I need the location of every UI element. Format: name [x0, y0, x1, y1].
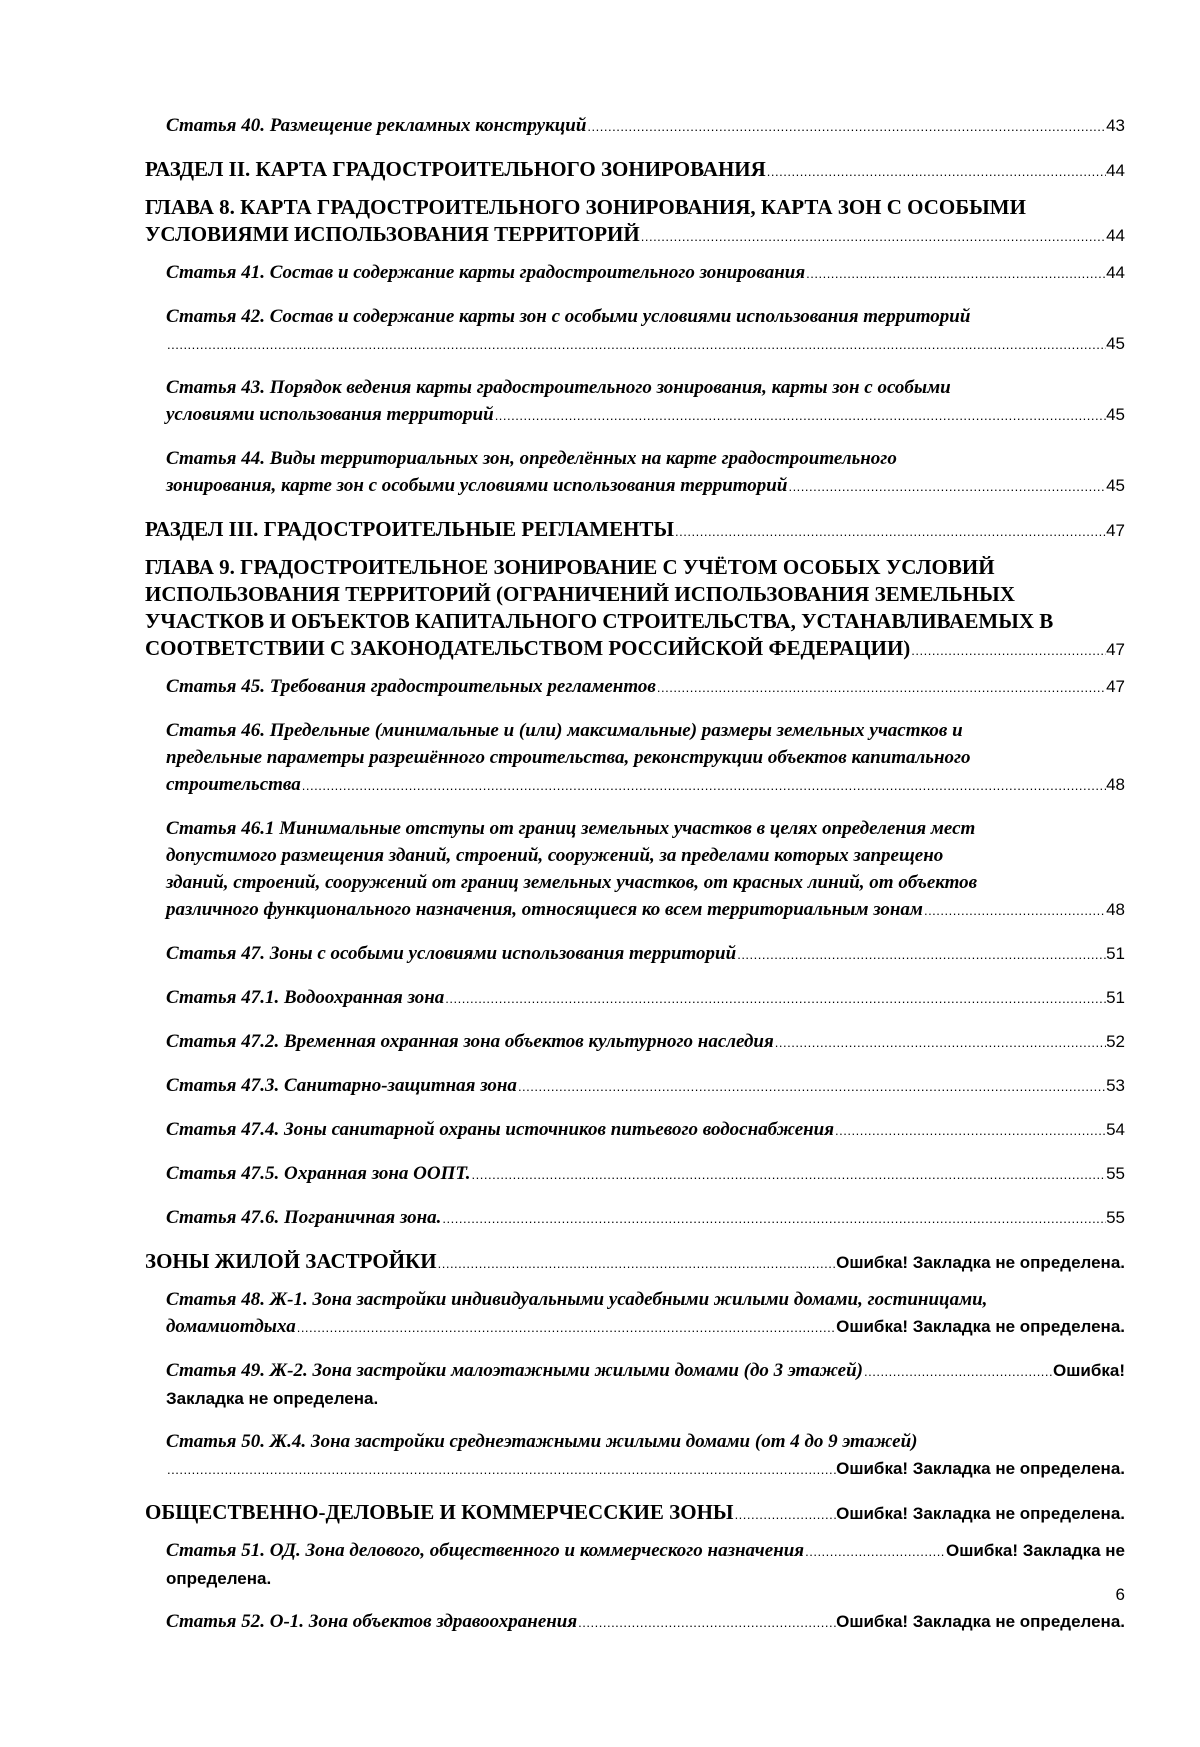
toc-entry-text: Статья 47.3. Санитарно-защитная зона — [166, 1075, 517, 1096]
toc-page-number[interactable]: 43 — [1106, 116, 1125, 135]
dot-leader — [674, 518, 1106, 545]
toc-entry-text: Статья 47.4. Зоны санитарной охраны источников питьевого водоснабжения — [166, 1119, 835, 1140]
toc-entry-line — [166, 896, 1125, 924]
toc-article-entry[interactable] — [145, 1116, 1125, 1144]
toc-entry-line — [166, 1357, 1125, 1385]
toc-entry-text: УЧАСТКОВ И ОБЪЕКТОВ КАПИТАЛЬНОГО СТРОИТЕЛЬСТВА, УСТАНАВЛИВАЕМЫХ В — [145, 609, 1054, 633]
dot-leader — [734, 1501, 837, 1528]
dot-leader — [471, 1161, 1107, 1188]
toc-entry-line — [145, 516, 1125, 545]
dot-leader — [804, 1538, 946, 1565]
toc-entry-line — [166, 673, 1125, 701]
toc-entry-line — [145, 1499, 1125, 1528]
toc-entry-text: УСЛОВИЯМИ ИСПОЛЬЗОВАНИЯ ТЕРРИТОРИЙ — [145, 222, 640, 246]
toc-entry-line — [166, 259, 1125, 287]
dot-leader — [166, 1456, 836, 1483]
toc-section-entry[interactable] — [145, 194, 1125, 250]
toc-entry-line — [166, 984, 1125, 1012]
toc-entry-line — [166, 1028, 1125, 1056]
toc-entry-text: Статья 47.2. Временная охранная зона объектов культурного наследия — [166, 1031, 774, 1052]
bookmark-error-text[interactable]: Ошибка! Закладка не определена. — [836, 1612, 1125, 1631]
toc-article-entry[interactable] — [145, 1204, 1125, 1232]
toc-entry-text: домамиотдыха — [166, 1316, 296, 1337]
table-of-contents — [145, 112, 1125, 1652]
toc-entry-line — [145, 635, 1125, 664]
toc-entry-line — [166, 1455, 1125, 1483]
dot-leader — [166, 331, 1106, 358]
dot-leader — [834, 1117, 1106, 1144]
toc-entry-text: Статья 47.1. Водоохранная зона — [166, 987, 445, 1008]
dot-leader — [444, 985, 1106, 1012]
toc-entry-text: Статья 45. Требования градостроительных регламентов — [166, 676, 656, 697]
toc-entry-text: Статья 41. Состав и содержание карты градостроительного зонирования — [166, 262, 806, 283]
toc-page-number[interactable]: 44 — [1106, 263, 1125, 282]
toc-page-number[interactable]: 47 — [1106, 521, 1125, 540]
toc-section-entry[interactable] — [145, 554, 1125, 664]
toc-entry-text: ГЛАВА 9. ГРАДОСТРОИТЕЛЬНОЕ ЗОНИРОВАНИЕ С УЧЁТОМ ОСОБЫХ УСЛОВИЙ — [145, 555, 995, 579]
toc-entry-line — [166, 330, 1125, 358]
toc-entry-text: Статья 47.6. Пограничная зона. — [166, 1207, 442, 1228]
toc-page-number[interactable]: 52 — [1106, 1032, 1125, 1051]
toc-entry-line — [166, 472, 1125, 500]
toc-entry-text: предельные параметры разрешённого строительства, реконструкции объектов капитального — [166, 747, 971, 768]
dot-leader — [437, 1250, 836, 1277]
toc-section-entry[interactable] — [145, 1248, 1125, 1277]
toc-article-entry[interactable] — [145, 984, 1125, 1012]
bookmark-error-text: Закладка не определена. — [166, 1389, 379, 1408]
toc-page-number[interactable]: 47 — [1106, 640, 1125, 659]
toc-entry-line — [145, 221, 1125, 250]
page-number: 6 — [1115, 1585, 1125, 1604]
dot-leader — [301, 772, 1106, 799]
dot-leader — [774, 1029, 1106, 1056]
toc-page-number[interactable]: 53 — [1106, 1076, 1125, 1095]
toc-entry-text: СООТВЕТСТВИИ С ЗАКОНОДАТЕЛЬСТВОМ РОССИЙСКОЙ ФЕДЕРАЦИИ) — [145, 636, 911, 660]
toc-entry-text: Статья 42. Состав и содержание карты зон с особыми условиями использования территорий — [166, 306, 971, 327]
bookmark-error-text[interactable]: Ошибка! — [1053, 1361, 1125, 1380]
toc-page-number[interactable]: 55 — [1106, 1164, 1125, 1183]
toc-entry-line — [166, 940, 1125, 968]
toc-article-entry[interactable] — [145, 1608, 1125, 1636]
toc-article-entry[interactable] — [145, 1537, 1125, 1592]
toc-page-number[interactable]: 45 — [1106, 334, 1125, 353]
toc-entry-text: ЗОНЫ ЖИЛОЙ ЗАСТРОЙКИ — [145, 1249, 437, 1273]
bookmark-error-text[interactable]: Ошибка! Закладка не — [946, 1541, 1125, 1560]
dot-leader — [910, 637, 1106, 664]
dot-leader — [441, 1205, 1106, 1232]
dot-leader — [586, 113, 1106, 140]
toc-entry-line — [166, 401, 1125, 429]
dot-leader — [296, 1314, 836, 1341]
toc-entry-text: ГЛАВА 8. КАРТА ГРАДОСТРОИТЕЛЬНОГО ЗОНИРОВАНИЯ, КАРТА ЗОН С ОСОБЫМИ — [145, 195, 1026, 219]
toc-entry-line — [166, 1313, 1125, 1341]
toc-entry-text: зданий, строений, сооружений от границ земельных участков, от красных линий, от объектов — [166, 872, 978, 893]
toc-entry-line — [166, 112, 1125, 140]
toc-article-entry[interactable] — [145, 1028, 1125, 1056]
toc-entry-line — [166, 1204, 1125, 1232]
toc-entry-text: Статья 46.1 Минимальные отступы от границ земельных участков в целях определения мест — [166, 818, 976, 839]
toc-entry-text: условиями использования территорий — [166, 404, 494, 425]
bookmark-error-text[interactable]: Ошибка! Закладка не определена. — [836, 1504, 1125, 1523]
toc-entry-line — [166, 1160, 1125, 1188]
toc-entry-text: Статья 46. Предельные (минимальные и (или) максимальные) размеры земельных участков и — [166, 720, 963, 741]
toc-article-entry[interactable] — [145, 1357, 1125, 1412]
toc-article-entry[interactable] — [145, 815, 1125, 924]
toc-article-entry[interactable] — [145, 1072, 1125, 1100]
toc-section-entry[interactable] — [145, 516, 1125, 545]
toc-entry-text: Статья 51. ОД. Зона делового, общественного и коммерческого назначения — [166, 1540, 805, 1561]
toc-entry-text: ОБЩЕСТВЕННО-ДЕЛОВЫЕ И КОММЕРЧЕССКИЕ ЗОНЫ — [145, 1500, 734, 1524]
toc-page-number[interactable]: 45 — [1106, 476, 1125, 495]
toc-entry-text: Статья 47. Зоны с особыми условиями использования территорий — [166, 943, 737, 964]
toc-entry-text: Статья 48. Ж-1. Зона застройки индивидуальными усадебными жилыми домами, гостиницами, — [166, 1289, 988, 1310]
toc-article-entry[interactable] — [145, 940, 1125, 968]
dot-leader — [577, 1609, 836, 1636]
toc-entry-line — [166, 1072, 1125, 1100]
toc-entry-line — [166, 771, 1125, 799]
toc-article-entry[interactable] — [145, 1160, 1125, 1188]
toc-article-entry[interactable] — [145, 717, 1125, 799]
dot-leader — [656, 674, 1106, 701]
toc-entry-line — [145, 1248, 1125, 1277]
toc-article-entry[interactable] — [145, 673, 1125, 701]
toc-entry-text: Статья 50. Ж.4. Зона застройки среднеэтажными жилыми домами (от 4 до 9 этажей) — [166, 1431, 918, 1452]
bookmark-error-text[interactable]: Ошибка! Закладка не определена. — [836, 1317, 1125, 1336]
toc-entry-text: допустимого размещения зданий, строений, сооружений, за пределами которых запрещено — [166, 845, 944, 866]
toc-article-entry[interactable] — [145, 374, 1125, 429]
toc-entry-text: зонирования, карте зон с особыми условиями использования территорий — [166, 475, 788, 496]
dot-leader — [517, 1073, 1106, 1100]
toc-entry-text: РАЗДЕЛ II. КАРТА ГРАДОСТРОИТЕЛЬНОГО ЗОНИРОВАНИЯ — [145, 157, 766, 181]
dot-leader — [494, 402, 1106, 429]
bookmark-error-text[interactable]: Ошибка! Закладка не определена. — [836, 1253, 1125, 1272]
toc-entry-line — [166, 1608, 1125, 1636]
toc-page-number[interactable]: 54 — [1106, 1120, 1125, 1139]
toc-entry-text: ИСПОЛЬЗОВАНИЯ ТЕРРИТОРИЙ (ОГРАНИЧЕНИЙ ИСПОЛЬЗОВАНИЯ ЗЕМЕЛЬНЫХ — [145, 582, 1015, 606]
bookmark-error-text: определена. — [166, 1569, 272, 1588]
toc-page-number[interactable]: 48 — [1106, 775, 1125, 794]
toc-page-number[interactable]: 55 — [1106, 1208, 1125, 1227]
toc-entry-text: Статья 40. Размещение рекламных конструкций — [166, 115, 587, 136]
toc-article-entry[interactable] — [145, 445, 1125, 500]
toc-entry-line — [166, 1537, 1125, 1565]
toc-article-entry[interactable] — [145, 259, 1125, 287]
toc-page-number[interactable]: 44 — [1106, 226, 1125, 245]
toc-entry-text: Статья 47.5. Охранная зона ООПТ. — [166, 1163, 471, 1184]
toc-entry-text: Статья 44. Виды территориальных зон, определённых на карте градостроительного — [166, 448, 897, 469]
toc-section-entry[interactable] — [145, 1499, 1125, 1528]
dot-leader — [766, 158, 1106, 185]
dot-leader — [787, 473, 1106, 500]
toc-article-entry[interactable] — [145, 1286, 1125, 1341]
toc-page-number[interactable]: 51 — [1106, 944, 1125, 963]
bookmark-error-text[interactable]: Ошибка! Закладка не определена. — [836, 1459, 1125, 1478]
dot-leader — [640, 223, 1106, 250]
toc-article-entry[interactable] — [145, 303, 1125, 358]
toc-entry-text: строительства — [166, 774, 301, 795]
toc-page-number[interactable]: 44 — [1106, 161, 1125, 180]
toc-entry-text: Статья 49. Ж-2. Зона застройки малоэтажными жилыми домами (до 3 этажей) — [166, 1360, 863, 1381]
toc-article-entry[interactable] — [145, 112, 1125, 140]
toc-page-number[interactable]: 51 — [1106, 988, 1125, 1007]
toc-entry-line — [145, 156, 1125, 185]
dot-leader — [736, 941, 1106, 968]
toc-entry-text: РАЗДЕЛ III. ГРАДОСТРОИТЕЛЬНЫЕ РЕГЛАМЕНТЫ — [145, 517, 675, 541]
toc-page-number[interactable]: 48 — [1106, 900, 1125, 919]
toc-article-entry[interactable] — [145, 1428, 1125, 1483]
dot-leader — [863, 1358, 1053, 1385]
toc-entry-text: различного функционального назначения, относящиеся ко всем территориальным зонам — [166, 899, 923, 920]
toc-page-number[interactable]: 47 — [1106, 677, 1125, 696]
toc-section-entry[interactable] — [145, 156, 1125, 185]
toc-page-number[interactable]: 45 — [1106, 405, 1125, 424]
dot-leader — [805, 260, 1106, 287]
toc-entry-line — [166, 1116, 1125, 1144]
dot-leader — [923, 897, 1106, 924]
toc-entry-text: Статья 43. Порядок ведения карты градостроительного зонирования, карты зон с особыми — [166, 377, 951, 398]
toc-entry-text: Статья 52. О-1. Зона объектов здравоохранения — [166, 1611, 578, 1632]
